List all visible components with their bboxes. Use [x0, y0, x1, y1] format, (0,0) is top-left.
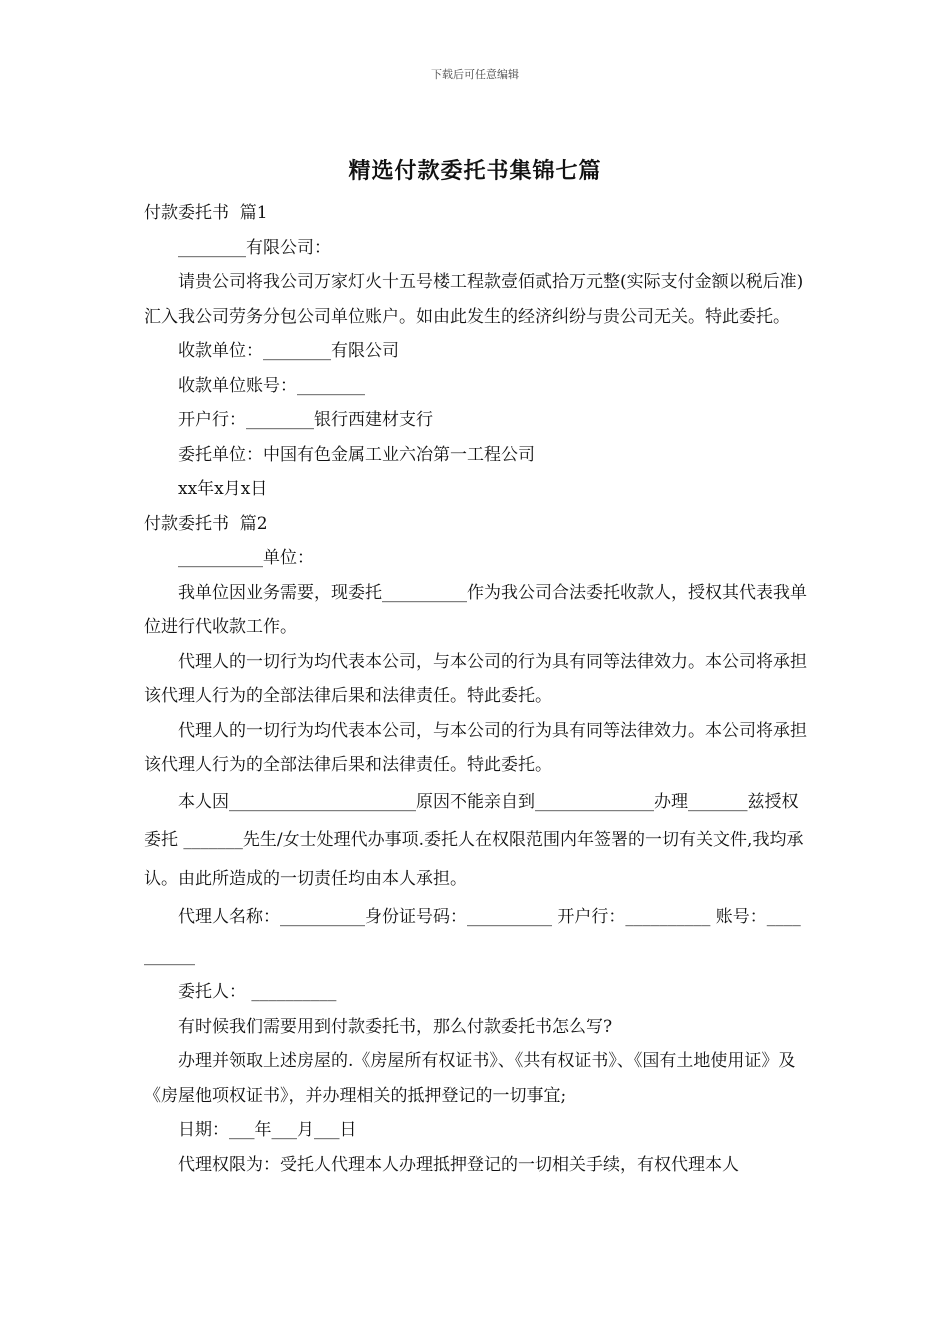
- section-heading: 付款委托书 篇2: [144, 513, 268, 534]
- section-heading: 付款委托书 篇1: [144, 203, 268, 223]
- document-body: [144, 196, 807, 1182]
- paragraph: 委托单位：中国有色金属工业六冶第一工程公司: [178, 444, 535, 465]
- paragraph: 代理人的一切行为均代表本公司，与本公司的行为具有同等法律效力。本公司将承担该代理人行为的全部法律后果和法律责任。特此委托。: [144, 651, 807, 706]
- document-title: 精选付款委托书集锦七篇: [348, 158, 602, 184]
- paragraph: xx年x月x日: [178, 479, 268, 499]
- paragraph: __________单位：: [178, 548, 314, 568]
- paragraph: 委托人： __________: [178, 982, 337, 1002]
- paragraph: 有时候我们需要用到付款委托书，那么付款委托书怎么写?: [178, 1016, 613, 1037]
- paragraph: 日期：___年___月___日: [178, 1120, 357, 1140]
- paragraph: 办理并领取上述房屋的.《房屋所有权证书》、《共有权证书》、《国有土地使用证》及《房屋他项权证书》，并办理相关的抵押登记的一切事宜;: [144, 1051, 796, 1106]
- paragraph: 代理人名称：__________身份证号码：__________ 开户行：__________ 账号：__________: [144, 907, 801, 966]
- paragraph: 收款单位账号：________: [178, 375, 365, 396]
- paragraph: 代理人的一切行为均代表本公司，与本公司的行为具有同等法律效力。本公司将承担该代理人行为的全部法律后果和法律责任。特此委托。: [144, 720, 807, 775]
- paragraph: ________有限公司：: [178, 237, 331, 258]
- paragraph: 请贵公司将我公司万家灯火十五号楼工程款壹佰贰拾万元整(实际支付金额以税后准)汇入我公司劳务分包公司单位账户。如由此发生的经济纠纷与贵公司无关。特此委托。: [144, 272, 804, 327]
- header-note: 下载后可任意编辑: [431, 68, 519, 81]
- paragraph: 开户行：________银行西建材支行: [178, 410, 433, 430]
- paragraph: 本人因______________________原因不能亲自到______________办理_______兹授权委托 _______先生/女士处理代办事项.委托人在权限范围内年签署的一切有关文件,我均承认。由此所造成的一切责任均由本人承担。: [144, 791, 804, 889]
- paragraph: 我单位因业务需要，现委托__________作为我公司合法委托收款人，授权其代表我单位进行代收款工作。: [144, 582, 807, 637]
- paragraph: 收款单位：________有限公司: [178, 341, 399, 361]
- paragraph: 代理权限为：受托人代理本人办理抵押登记的一切相关手续，有权代理本人: [178, 1154, 739, 1175]
